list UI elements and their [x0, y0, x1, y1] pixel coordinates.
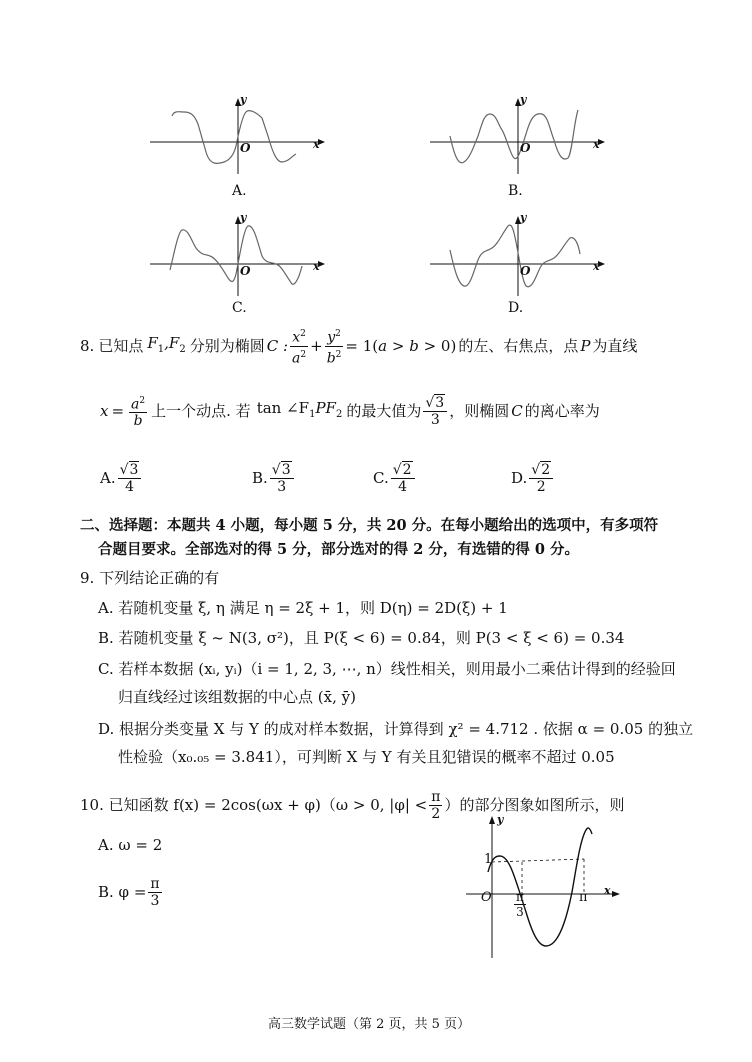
q10-option-b-frac: [148, 876, 161, 909]
q10-graph-one: 1: [484, 852, 493, 867]
q10-stem-frac-den: 2: [431, 805, 441, 822]
section2-line-2: 合题目要求。全部选对的得 5 分，部分选对的得 2 分，有选错的得 0 分。: [98, 541, 580, 558]
q10-stem-frac: [429, 789, 442, 822]
q10-graph-pi3-den: 3: [516, 905, 524, 919]
q10-stem-1: 10. 已知函数 f(x) = 2cos(ωx + φ)（ω > 0, |φ| <: [80, 796, 428, 814]
q8-option-b-num: 3: [281, 462, 291, 478]
q8-option-d-den: 2: [536, 479, 546, 495]
graph-c-label: C.: [232, 300, 247, 316]
q10-option-b-pre: B. φ =: [98, 883, 147, 901]
graph-d: [430, 214, 610, 298]
q10-graph-pi3-num: π: [516, 890, 524, 904]
graph-b-origin: O: [520, 141, 531, 155]
q8-stem-2: 分别为椭圆: [189, 337, 265, 355]
q8-option-d-value: $\frac{√2}{2}$: [529, 461, 553, 495]
q8-line-eq: =: [111, 402, 125, 420]
q8-option-c-den: 4: [398, 479, 408, 495]
q8-stem-5: 上一个动点. 若: [151, 402, 251, 420]
q8-option-b-den: 3: [277, 479, 287, 495]
q10-option-a[interactable]: A. ω = 2: [98, 836, 163, 854]
q10-graph: [466, 812, 626, 964]
q9-option-c-line-2: 归直线经过该组数据的中心点 (x̄, ȳ): [118, 688, 356, 706]
graph-c-y-label: y: [240, 211, 247, 224]
q8-option-b-value: $\frac{√3}{3}$: [270, 461, 294, 495]
q8-line-x: x: [100, 402, 109, 420]
q8-option-d-num: 2: [541, 462, 551, 478]
q8-f1-letter: F: [147, 333, 158, 352]
q10-option-b[interactable]: [98, 870, 164, 914]
q8-line-1: [80, 324, 637, 368]
q8-f1: $F_1,F_2$: [147, 333, 186, 355]
graph-a-label: A.: [232, 183, 247, 199]
section2-line-1: 二、选择题：本题共 4 小题，每小题 5 分，共 20 分。在每小题给出的选项中，有多项符: [80, 517, 659, 534]
q8-option-a-den: 4: [125, 479, 134, 495]
q8-tan: $\tan \angle F_1PF_2$: [256, 398, 343, 420]
graph-a-y-label: y: [240, 93, 247, 106]
graph-d-y-label: y: [520, 211, 527, 224]
q8-stem-8: 的离心率为: [524, 402, 600, 420]
q8-tan-f: F: [325, 398, 336, 417]
q8-stem-1: 已知点: [98, 337, 144, 355]
q8-stem-6: 的最大值为: [346, 402, 422, 420]
q8-option-b-label: B.: [252, 469, 268, 487]
q8-option-b[interactable]: [252, 455, 296, 501]
q9-option-a[interactable]: A. 若随机变量 ξ, η 满足 η = 2ξ + 1，则 D(η) = 2D(ξ) + 1: [98, 599, 508, 617]
q8-option-c-num: 2: [402, 462, 412, 478]
q8-stem-7: ，则椭圆: [449, 402, 510, 420]
q8-p: P: [580, 337, 591, 355]
graph-d-origin: O: [520, 264, 531, 278]
graph-b-label: B.: [508, 183, 523, 199]
graph-d-x-label: x: [593, 260, 600, 273]
q8-frac-sqrt3-3: $\frac{√3}{3}$: [423, 394, 447, 428]
graph-a-origin: O: [240, 141, 251, 155]
q9-option-d-line-1[interactable]: D. 根据分类变量 X 与 Y 的成对样本数据，计算得到 χ² = 4.712 . 依据 α = 0.05 的独立: [98, 720, 694, 738]
q10-graph-origin: O: [481, 890, 492, 905]
q8-option-d-label: D.: [511, 469, 528, 487]
graph-c: [150, 214, 330, 298]
q8-number: 8.: [80, 337, 95, 355]
q8-option-c[interactable]: [373, 455, 417, 501]
q8-option-a-label: A.: [100, 469, 116, 487]
graph-d-label: D.: [508, 300, 524, 316]
q10-stem-2: ）的部分图象如图所示，则: [444, 796, 625, 814]
q8-stem-4: 为直线: [592, 337, 638, 355]
q9-option-b[interactable]: B. 若随机变量 ξ ~ N(3, σ²)，且 P(ξ < 6) = 0.84，则 P(3 < ξ < 6) = 0.34: [98, 629, 625, 647]
q8-c: C: [511, 402, 523, 420]
q9-option-d-line-2: 性检验（x₀.₀₅ = 3.841），可判断 X 与 Y 有关且犯错误的概率不超过 0.05: [118, 748, 615, 766]
q10-graph-x-label: x: [604, 884, 611, 897]
q10-graph-pi: π: [579, 890, 588, 905]
q10-option-b-den: 3: [150, 892, 160, 909]
q10-graph-pi3: [514, 890, 526, 919]
q8-option-a[interactable]: [100, 455, 143, 501]
q8-option-a-num: 3: [129, 462, 139, 478]
graph-b: [430, 96, 610, 176]
q8-plus: +: [310, 337, 323, 355]
q8-option-c-value: $\frac{√2}{4}$: [391, 461, 415, 495]
graph-b-x-label: x: [593, 138, 600, 151]
q8-line-2: [100, 388, 600, 434]
graph-a: [150, 96, 330, 176]
q10-option-b-num: π: [150, 875, 160, 892]
q8-eq: = 1(a > b > 0): [345, 337, 457, 355]
q9-stem: 9. 下列结论正确的有: [80, 569, 220, 587]
q8-f2-letter: F: [168, 333, 180, 352]
q8-stem-3: 的左、右焦点，点: [458, 337, 579, 355]
q9-option-c-line-1[interactable]: C. 若样本数据 (xᵢ, yᵢ)（i = 1, 2, 3, ⋯, n）线性相关，则用最小二乘估计得到的经验回: [98, 660, 676, 678]
q8-option-c-label: C.: [373, 469, 389, 487]
q10-stem-frac-num: π: [431, 788, 441, 805]
q8-ellipse-name: C :: [266, 337, 289, 355]
q10-graph-y-label: y: [497, 813, 504, 826]
q8-tan-text: tan ∠F: [256, 398, 310, 417]
q8-frac-a2b: $\frac{a^2}{b}$: [129, 393, 147, 430]
page-footer: 高三数学试题（第 2 页，共 5 页）: [268, 1017, 471, 1032]
graph-c-x-label: x: [313, 260, 320, 273]
graph-c-origin: O: [240, 264, 251, 278]
q8-tan-p: P: [315, 398, 326, 417]
q8-frac-y: $\frac{y^2}{b^2}$: [325, 326, 344, 366]
graph-b-y-label: y: [520, 93, 527, 106]
q8-option-d[interactable]: [511, 455, 555, 501]
graph-a-x-label: x: [313, 138, 320, 151]
q8-option-a-value: $\frac{√3}{4}$: [118, 461, 142, 495]
q8-frac-x: $\frac{x^2}{a^2}$: [290, 326, 308, 366]
